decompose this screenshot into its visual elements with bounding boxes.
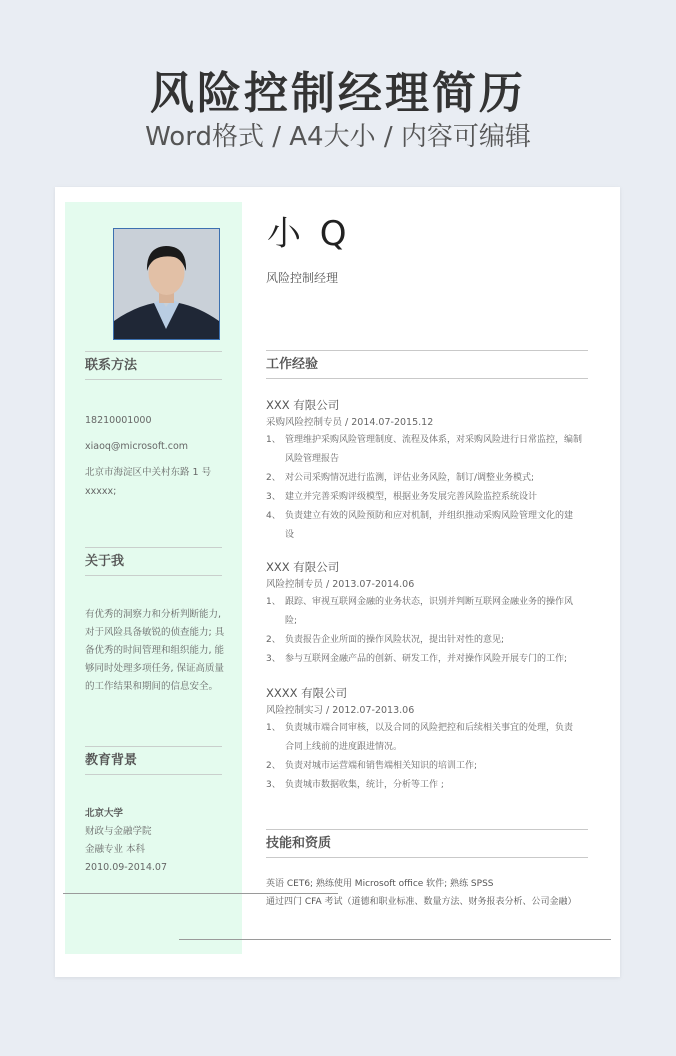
- skill-line: 英语 CET6; 熟练使用 Microsoft office 软件; 熟练 SPSS: [266, 879, 494, 889]
- divider-line: [179, 939, 611, 940]
- about-heading: 关于我: [85, 547, 222, 576]
- skills-heading: 技能和资质: [266, 829, 588, 858]
- about-line: 有优秀的洞察力和分析判断能力,: [85, 609, 222, 620]
- duty-item-cont: 合同上线前的进度跟进情况。: [285, 742, 403, 752]
- about-line: 够同时处理多项任务, 保证高质量: [85, 663, 225, 674]
- education-major: 金融专业 本科: [85, 844, 146, 855]
- duty-item-cont: 设: [285, 530, 295, 540]
- duty-item: 1、 跟踪、审视互联网金融的业务状态，识别并判断互联网金融业务的操作风: [266, 597, 574, 607]
- resume-page: [55, 187, 620, 977]
- contact-heading: 联系方法: [85, 351, 222, 380]
- contact-email: xiaoq@microsoft.com: [85, 441, 189, 452]
- duty-item-cont: 风险管理报告: [285, 454, 340, 464]
- duty-item-cont: 险;: [285, 616, 298, 626]
- skill-line: 通过四门 CFA 考试（道德和职业标准、数量方法、财务报表分析、公司金融）: [266, 897, 577, 907]
- about-text: [85, 606, 225, 696]
- education-info: [85, 805, 225, 877]
- duty-item: 2、 对公司采购情况进行监测，评估业务风险，制订/调整业务模式;: [266, 473, 535, 483]
- duty-item: 3、 参与互联网金融产品的创新、研发工作，并对操作风险开展专门的工作;: [266, 654, 568, 664]
- job-duties: [266, 431, 591, 545]
- banner-subtitle: Word格式 / A4大小 / 内容可编辑: [145, 122, 531, 152]
- contact-phone: 18210001000: [85, 415, 152, 426]
- sidebar: [65, 202, 242, 954]
- education-college: 财政与金融学院: [85, 826, 152, 837]
- job-position: 采购风险控制专员 / 2014.07-2015.12: [266, 417, 434, 428]
- duty-item: 2、 负责对城市运营端和销售端相关知识的培训工作;: [266, 761, 478, 771]
- duty-item: 1、 负责城市端合同审核，以及合同的风险把控和后续相关事宜的处理，负责: [266, 723, 574, 733]
- duty-item: 3、 负责城市数据收集，统计，分析等工作 ;: [266, 780, 444, 790]
- job-company: XXX 有限公司: [266, 560, 340, 574]
- job-entry: [266, 559, 591, 669]
- duty-item: 3、 建立并完善采购评级模型，根据业务发展完善风险监控系统设计: [266, 492, 538, 502]
- job-entry: [266, 397, 591, 545]
- education-school: 北京大学: [85, 808, 124, 819]
- contact-address: 北京市海淀区中关村东路 1 号: [85, 467, 212, 478]
- job-duties: [266, 593, 591, 669]
- candidate-role: 风险控制经理: [266, 271, 339, 285]
- job-entry: [266, 685, 591, 795]
- experience-heading: 工作经验: [266, 350, 588, 379]
- duty-item: 4、 负责建立有效的风险预防和应对机制，并组织推动采购风险管理文化的建: [266, 511, 574, 521]
- job-duties: [266, 719, 591, 795]
- banner-title: 风险控制经理简历: [150, 68, 526, 119]
- contact-info: [85, 414, 225, 499]
- about-line: 备优秀的时间管理和组织能力, 能: [85, 645, 225, 656]
- about-line: 对于风险具备敏锐的侦查能力; 具: [85, 627, 225, 638]
- contact-address-cont: xxxxx;: [85, 486, 117, 497]
- profile-photo: [113, 228, 220, 340]
- job-position: 风险控制专员 / 2013.07-2014.06: [266, 579, 415, 590]
- education-period: 2010.09-2014.07: [85, 862, 167, 873]
- about-line: 的工作结果和期间的信息安全。: [85, 681, 219, 692]
- duty-item: 1、 管理维护采购风险管理制度、流程及体系，对采购风险进行日常监控，编制: [266, 435, 583, 445]
- job-position: 风险控制实习 / 2012.07-2013.06: [266, 705, 415, 716]
- job-company: XXXX 有限公司: [266, 686, 348, 700]
- duty-item: 2、 负责报告企业所面的操作风险状况，提出针对性的意见;: [266, 635, 505, 645]
- divider-line: [63, 893, 338, 894]
- education-heading: 教育背景: [85, 746, 222, 775]
- candidate-name: 小 Q: [267, 214, 351, 254]
- job-company: XXX 有限公司: [266, 398, 340, 412]
- portrait-image: [114, 229, 219, 339]
